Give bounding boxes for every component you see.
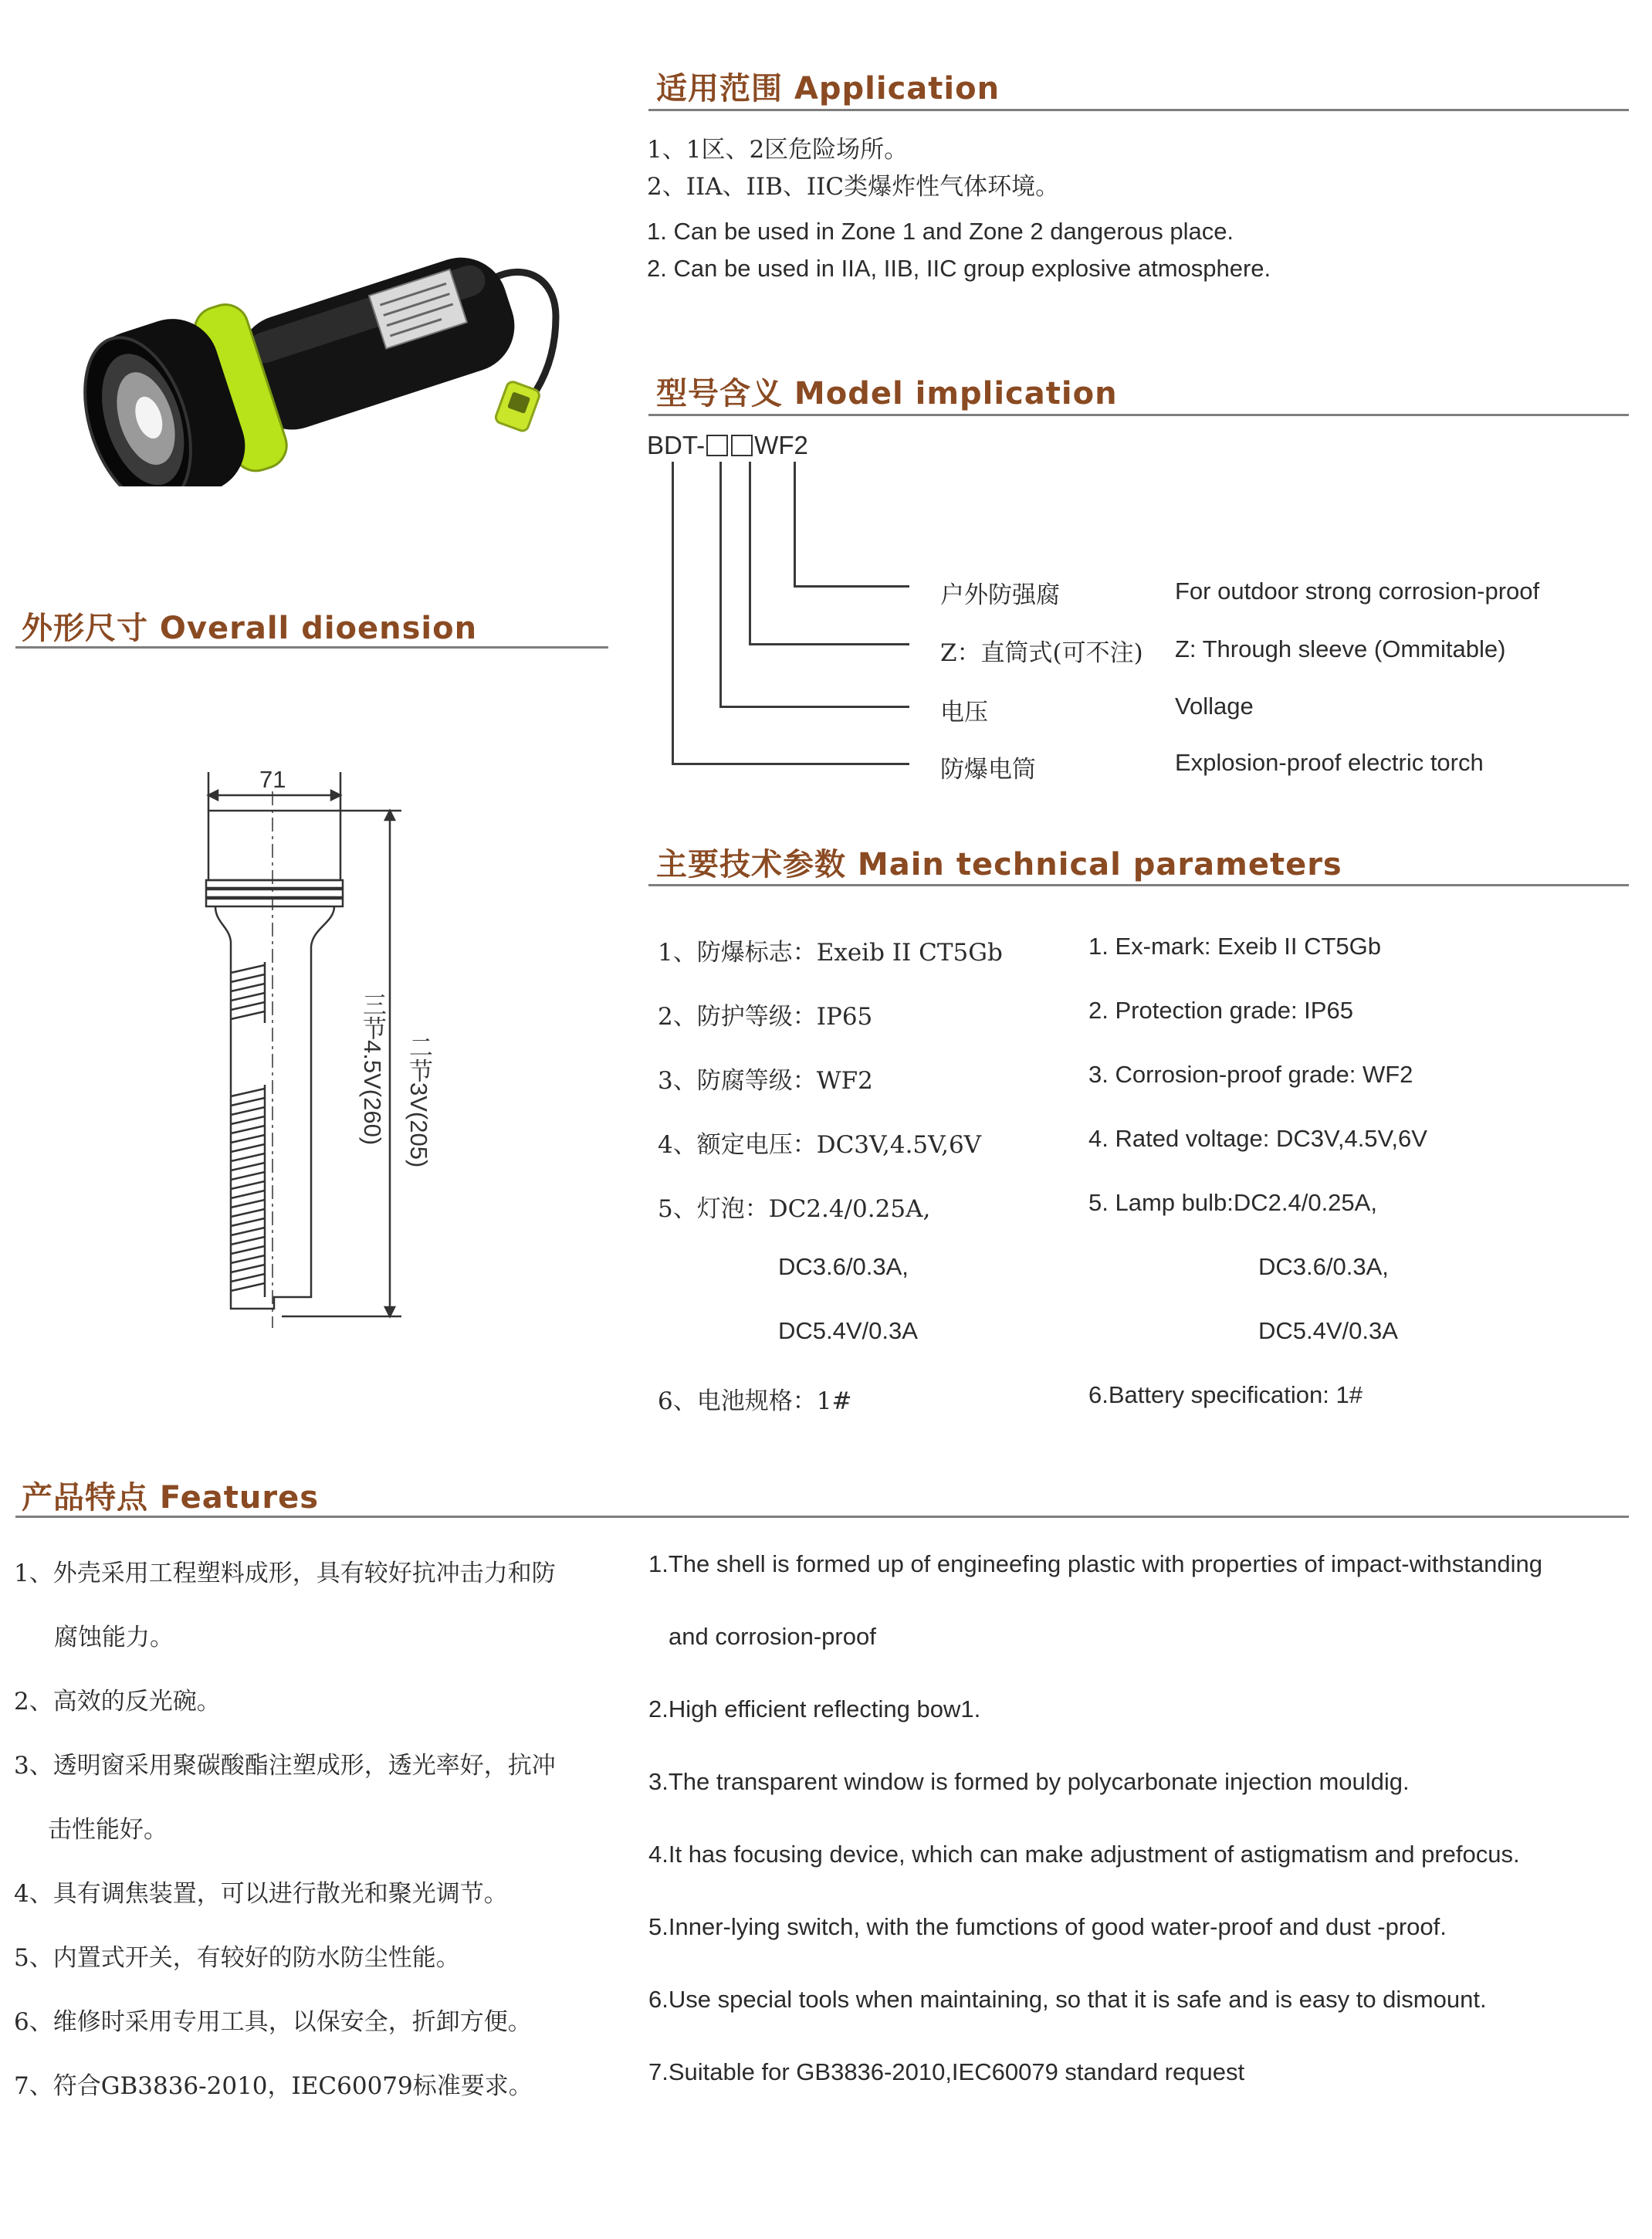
features-cn-1b: 腐蚀能力。 xyxy=(54,1624,174,1651)
model-bracket-line xyxy=(749,462,751,645)
model-item-en-1: For outdoor strong corrosion-proof xyxy=(1175,578,1540,605)
features-cn-2: 2、高效的反光碗。 xyxy=(14,1688,221,1716)
features-title-rule xyxy=(15,1516,1629,1518)
model-code-suffix: WF2 xyxy=(754,431,808,459)
technical-en-5b: DC3.6/0.3A, xyxy=(1258,1253,1389,1280)
model-code-box-1 xyxy=(706,435,728,456)
model-bracket-line xyxy=(719,462,722,707)
technical-en-3: 3. Corrosion-proof grade: WF2 xyxy=(1088,1061,1413,1088)
model-item-cn-3: 电压 xyxy=(940,699,988,727)
features-cn-6: 6、维修时采用专用工具，以保安全，折卸方便。 xyxy=(14,2008,532,2036)
model-item-cn-1: 户外防强腐 xyxy=(940,581,1060,609)
features-cn-3b: 击性能好。 xyxy=(48,1816,168,1844)
features-en-1: 1.The shell is formed up of engineefing plastic with properties of impact-withstanding xyxy=(648,1550,1542,1577)
features-en-7: 7.Suitable for GB3836-2010,IEC60079 standard request xyxy=(648,2058,1245,2085)
technical-cn-3: 3、防腐等级：WF2 xyxy=(658,1067,873,1095)
technical-en-5: 5. Lamp bulb:DC2.4/0.25A, xyxy=(1088,1189,1377,1216)
technical-cn-2: 2、防护等级：IP65 xyxy=(658,1003,873,1031)
features-en-2: 2.High efficient reflecting bow1. xyxy=(648,1695,981,1722)
technical-en-2: 2. Protection grade: IP65 xyxy=(1088,997,1353,1024)
technical-cn-5b: DC3.6/0.3A, xyxy=(778,1253,909,1280)
model-title-rule xyxy=(648,414,1629,416)
application-cn-line-1: 1、1区、2区危险场所。 xyxy=(647,136,909,164)
technical-en-1: 1. Ex-mark: Exeib II CT5Gb xyxy=(1088,933,1381,960)
dimension-title-rule xyxy=(15,646,608,649)
model-item-en-4: Explosion-proof electric torch xyxy=(1175,749,1484,776)
features-en-5: 5.Inner-lying switch, with the fumctions of good water-proof and dust -proof. xyxy=(648,1913,1447,1940)
features-cn-1: 1、外壳采用工程塑料成形，具有较好抗冲击力和防 xyxy=(14,1560,556,1587)
dimension-length-label-2: 三节4.5V(260) xyxy=(359,992,386,1146)
model-code xyxy=(647,431,808,460)
flashlight-photo xyxy=(62,232,571,486)
model-bracket-line xyxy=(672,462,674,764)
model-bracket-line xyxy=(719,706,909,708)
technical-cn-6: 6、电池规格：1# xyxy=(658,1387,852,1415)
technical-cn-5c: DC5.4V/0.3A xyxy=(778,1317,918,1344)
dimension-width-label: 71 xyxy=(259,766,286,793)
application-en-line-1: 1. Can be used in Zone 1 and Zone 2 dangerous place. xyxy=(647,218,1234,245)
features-en-6: 6.Use special tools when maintaining, so that it is safe and is easy to dismount. xyxy=(648,1986,1487,2013)
application-title-rule xyxy=(648,109,1629,111)
model-code-box-2 xyxy=(731,435,753,456)
dimension-title: 外形尺寸 Overall dioension xyxy=(22,611,478,646)
features-cn-3: 3、透明窗采用聚碳酸酯注塑成形，透光率好，抗冲 xyxy=(14,1752,556,1780)
application-en-line-2: 2. Can be used in IIA, IIB, IIC group explosive atmosphere. xyxy=(647,255,1271,282)
technical-en-4: 4. Rated voltage: DC3V,4.5V,6V xyxy=(1088,1125,1427,1152)
technical-title-rule xyxy=(648,884,1629,886)
features-en-1b: and corrosion-proof xyxy=(669,1623,876,1650)
model-bracket-line xyxy=(749,643,909,645)
technical-cn-5: 5、灯泡：DC2.4/0.25A, xyxy=(658,1195,931,1223)
model-item-cn-4: 防爆电筒 xyxy=(940,756,1036,784)
technical-en-5c: DC5.4V/0.3A xyxy=(1258,1317,1398,1344)
features-title: 产品特点 Features xyxy=(22,1480,320,1516)
technical-cn-4: 4、额定电压：DC3V,4.5V,6V xyxy=(658,1131,982,1159)
features-cn-7: 7、符合GB3836-2010，IEC60079标准要求。 xyxy=(14,2072,533,2100)
technical-title: 主要技术参数 Main technical parameters xyxy=(656,847,1342,882)
application-title: 适用范围 Application xyxy=(656,71,1000,107)
model-bracket-line xyxy=(672,763,909,765)
technical-cn-1: 1、防爆标志：Exeib II CT5Gb xyxy=(658,939,1003,967)
model-bracket-line xyxy=(794,462,796,587)
model-bracket-line xyxy=(794,585,909,588)
dimension-length-label-1: 二节3V(205) xyxy=(405,1035,432,1168)
features-en-4: 4.It has focusing device, which can make adjustment of astigmatism and prefocus. xyxy=(648,1841,1520,1868)
features-en-3: 3.The transparent window is formed by polycarbonate injection mouldig. xyxy=(648,1768,1410,1795)
application-cn-line-2: 2、IIA、IIB、IIC类爆炸性气体环境。 xyxy=(647,173,1060,201)
model-title: 型号含义 Model implication xyxy=(656,376,1118,412)
model-item-en-2: Z: Through sleeve (Ommitable) xyxy=(1175,635,1506,662)
features-cn-4: 4、具有调焦装置，可以进行散光和聚光调节。 xyxy=(14,1880,508,1908)
technical-en-6: 6.Battery specification: 1# xyxy=(1088,1381,1363,1408)
model-item-en-3: Vollage xyxy=(1175,693,1254,720)
model-item-cn-2: Z：直筒式(可不注) xyxy=(940,639,1143,667)
model-code-prefix: BDT- xyxy=(647,431,706,459)
features-cn-5: 5、内置式开关，有较好的防水防尘性能。 xyxy=(14,1944,460,1972)
